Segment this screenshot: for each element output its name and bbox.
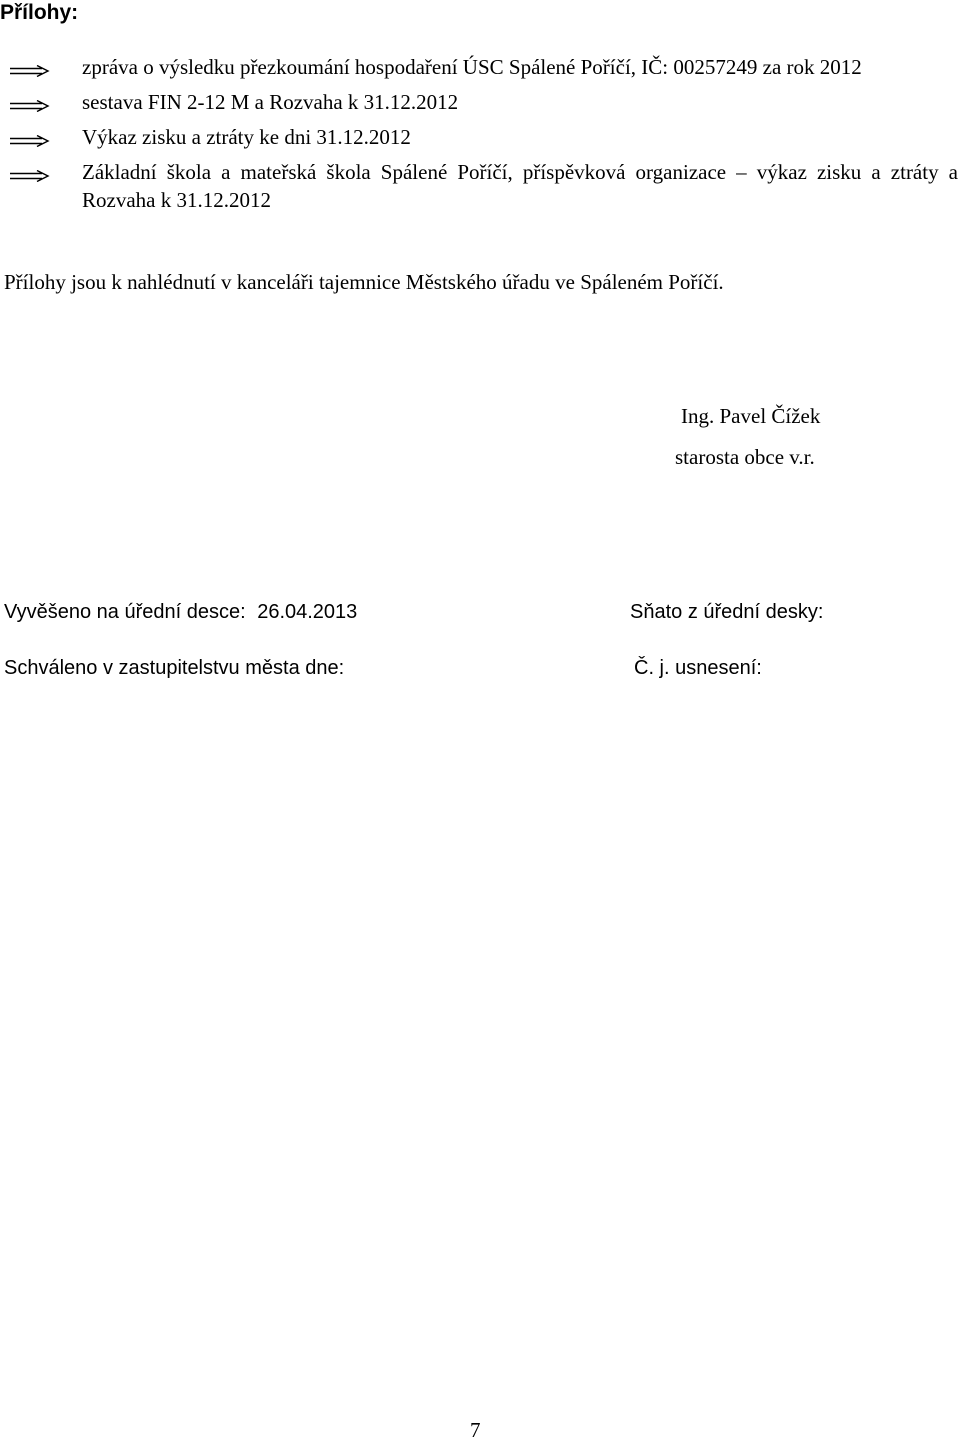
attachment-list xyxy=(0,53,958,221)
signatory-name: Ing. Pavel Čížek xyxy=(681,404,821,428)
page-heading: Přílohy: xyxy=(0,1,79,24)
page-number: 7 xyxy=(470,1418,481,1442)
posted-line xyxy=(4,599,357,625)
attachment-text: zpráva o výsledku přezkoumání hospodaření ÚSC Spálené Poříčí, IČ: 00257249 za rok 2012 xyxy=(82,55,862,79)
list-item xyxy=(0,158,958,214)
list-item xyxy=(0,123,958,151)
attachment-text: Výkaz zisku a ztráty ke dni 31.12.2012 xyxy=(82,125,411,149)
double-arrow-right-icon xyxy=(10,65,50,77)
list-item xyxy=(0,88,958,116)
signatory-role: starosta obce v.r. xyxy=(675,445,815,469)
removed-label: Sňato z úřední desky: xyxy=(630,601,824,623)
attachment-text: Základní škola a mateřská škola Spálené Poříčí, příspěvková organizace – výkaz zisku a ztráty a Rozvaha k 31.12.2012 xyxy=(82,160,958,212)
posted-label: Vyvěšeno na úřední desce: xyxy=(4,601,246,623)
approved-label: Schváleno v zastupitelstvu města dne: xyxy=(4,657,345,679)
resolution-label: Č. j. usnesení: xyxy=(634,657,762,679)
attachment-text: sestava FIN 2-12 M a Rozvaha k 31.12.2012 xyxy=(82,90,459,114)
double-arrow-right-icon xyxy=(10,100,50,112)
attachments-note: Přílohy jsou k nahlédnutí v kanceláři tajemnice Městského úřadu ve Spáleném Poříčí. xyxy=(4,270,724,294)
double-arrow-right-icon xyxy=(10,135,50,147)
double-arrow-right-icon xyxy=(10,170,50,182)
posted-date: 26.04.2013 xyxy=(257,601,358,623)
list-item xyxy=(0,53,958,81)
